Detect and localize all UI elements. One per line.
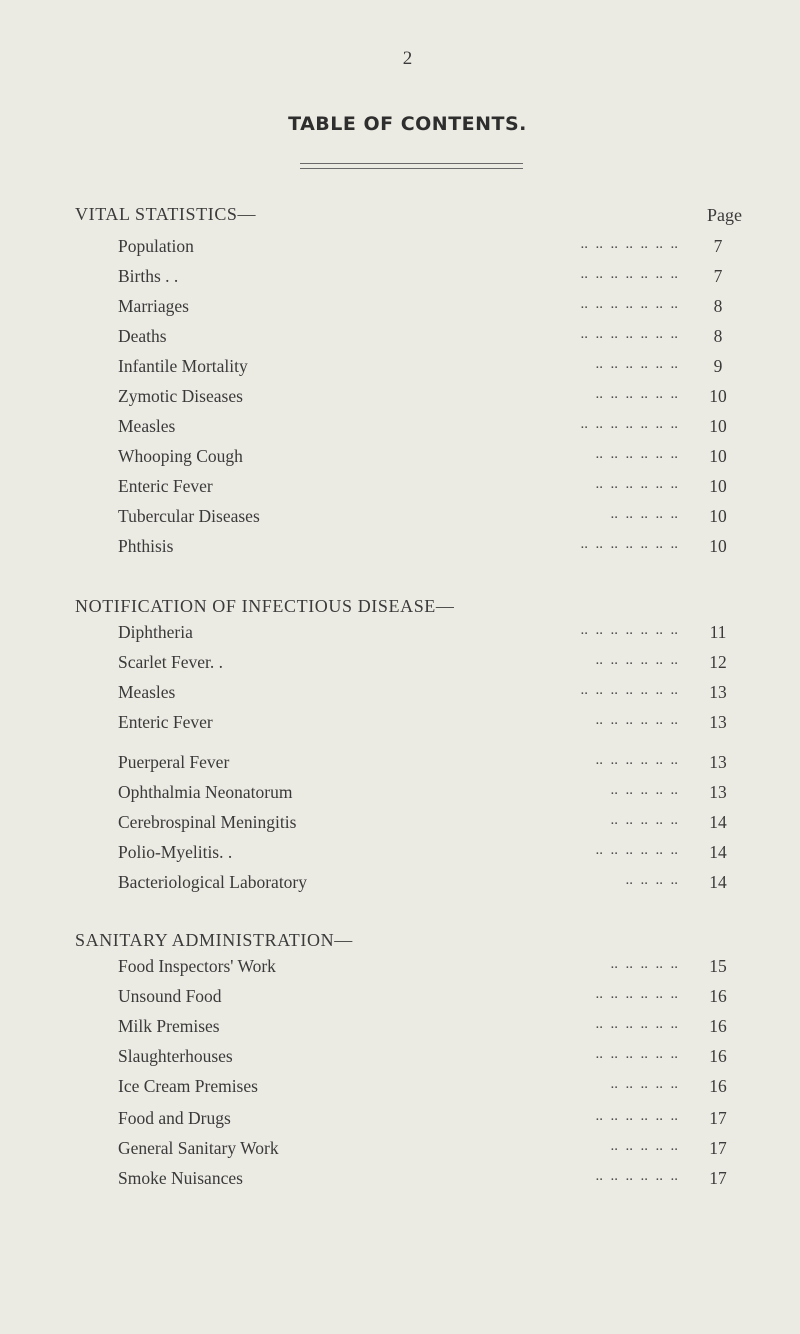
entry-page: 10: [709, 386, 727, 406]
dot-leader: .. .. .. .. .. ..: [595, 1046, 678, 1062]
entry-page: 13: [709, 752, 727, 772]
entry-label: Food Inspectors' Work: [118, 956, 276, 976]
dot-leader: .. .. .. .. .. ..: [595, 476, 678, 492]
dot-leader: .. .. .. .. .. .. ..: [580, 536, 678, 552]
toc-entry[interactable]: [118, 1138, 738, 1162]
toc-entry[interactable]: [118, 622, 738, 646]
toc-entry[interactable]: [118, 1108, 738, 1132]
entry-page: 15: [709, 956, 727, 976]
section-heading-sanitary: SANITARY ADMINISTRATION—: [75, 930, 353, 950]
dot-leader: .. .. .. .. .. ..: [595, 842, 678, 858]
toc-entry[interactable]: [118, 386, 738, 410]
section-heading-notification: NOTIFICATION OF INFECTIOUS DISEASE—: [75, 596, 455, 616]
toc-entry[interactable]: [118, 1076, 738, 1100]
entry-label: Enteric Fever: [118, 476, 213, 496]
entry-label: Phthisis: [118, 536, 174, 556]
entry-page: 16: [709, 986, 727, 1006]
dot-leader: .. .. .. .. .. ..: [595, 1108, 678, 1124]
entry-page: 10: [709, 416, 727, 436]
entry-page: 10: [709, 536, 727, 556]
dot-leader: .. .. .. .. ..: [610, 1076, 678, 1092]
toc-entry[interactable]: [118, 536, 738, 560]
dot-leader: .. .. .. .. ..: [610, 1138, 678, 1154]
entry-label: Cerebrospinal Meningitis: [118, 812, 297, 832]
entry-page: 16: [709, 1076, 727, 1096]
entry-page: 7: [713, 236, 723, 256]
dot-leader: .. .. .. .. .. ..: [595, 1016, 678, 1032]
toc-entry[interactable]: [118, 266, 738, 290]
title-rule-top: [300, 163, 523, 164]
dot-leader: .. .. .. .. .. .. ..: [580, 326, 678, 342]
page-title: TABLE OF CONTENTS.: [288, 113, 527, 135]
entry-label: Unsound Food: [118, 986, 222, 1006]
entry-label: Food and Drugs: [118, 1108, 231, 1128]
section-heading-vital-statistics: VITAL STATISTICS—: [75, 204, 257, 224]
dot-leader: .. .. .. .. ..: [610, 506, 678, 522]
entry-page: 8: [713, 326, 723, 346]
entry-label: General Sanitary Work: [118, 1138, 279, 1158]
dot-leader: .. .. .. .. .. .. ..: [580, 682, 678, 698]
toc-entry[interactable]: [118, 356, 738, 380]
entry-label: Births . .: [118, 266, 179, 286]
toc-entry[interactable]: [118, 842, 738, 866]
toc-entry[interactable]: [118, 652, 738, 676]
toc-entry[interactable]: [118, 1046, 738, 1070]
entry-label: Population: [118, 236, 194, 256]
entry-page: 9: [713, 356, 723, 376]
toc-entry[interactable]: [118, 752, 738, 776]
dot-leader: .. .. .. ..: [625, 872, 678, 888]
entry-page: 13: [709, 782, 727, 802]
toc-entry[interactable]: [118, 872, 738, 896]
dot-leader: .. .. .. .. .. .. ..: [580, 296, 678, 312]
entry-label: Enteric Fever: [118, 712, 213, 732]
entry-page: 10: [709, 476, 727, 496]
entry-label: Bacteriological Laboratory: [118, 872, 308, 892]
toc-entry[interactable]: [118, 812, 738, 836]
entry-label: Measles: [118, 416, 176, 436]
dot-leader: .. .. .. .. .. ..: [595, 386, 678, 402]
entry-label: Marriages: [118, 296, 189, 316]
toc-entry[interactable]: [118, 986, 738, 1010]
entry-page: 14: [709, 812, 727, 832]
entry-page: 14: [709, 872, 727, 892]
entry-label: Diphtheria: [118, 622, 193, 642]
entry-label: Zymotic Diseases: [118, 386, 243, 406]
entry-page: 17: [709, 1168, 727, 1188]
toc-entry[interactable]: [118, 446, 738, 470]
page-column-label: Page: [707, 205, 742, 225]
dot-leader: .. .. .. .. .. .. ..: [580, 266, 678, 282]
toc-entry[interactable]: [118, 506, 738, 530]
dot-leader: .. .. .. .. ..: [610, 782, 678, 798]
entry-page: 12: [709, 652, 727, 672]
entry-label: Smoke Nuisances: [118, 1168, 243, 1188]
entry-page: 14: [709, 842, 727, 862]
toc-entry[interactable]: [118, 296, 738, 320]
entry-page: 17: [709, 1108, 727, 1128]
page-number: 2: [402, 48, 413, 69]
entry-label: Ophthalmia Neonatorum: [118, 782, 293, 802]
dot-leader: .. .. .. .. .. ..: [595, 446, 678, 462]
entry-page: 13: [709, 682, 727, 702]
entry-label: Milk Premises: [118, 1016, 220, 1036]
entry-page: 16: [709, 1046, 727, 1066]
entry-page: 10: [709, 446, 727, 466]
entry-label: Measles: [118, 682, 176, 702]
entry-page: 16: [709, 1016, 727, 1036]
entry-label: Ice Cream Premises: [118, 1076, 258, 1096]
toc-entry[interactable]: [118, 416, 738, 440]
toc-entry[interactable]: [118, 956, 738, 980]
entry-label: Polio-Myelitis. .: [118, 842, 233, 862]
toc-entry[interactable]: [118, 682, 738, 706]
title-rule-bottom: [300, 168, 523, 169]
dot-leader: .. .. .. .. .. ..: [595, 712, 678, 728]
toc-entry[interactable]: [118, 476, 738, 500]
dot-leader: .. .. .. .. .. ..: [595, 356, 678, 372]
entry-page: 10: [709, 506, 727, 526]
entry-label: Whooping Cough: [118, 446, 243, 466]
dot-leader: .. .. .. .. .. .. ..: [580, 622, 678, 638]
entry-label: Slaughterhouses: [118, 1046, 233, 1066]
toc-entry[interactable]: [118, 712, 738, 736]
entry-label: Infantile Mortality: [118, 356, 248, 376]
entry-page: 13: [709, 712, 727, 732]
dot-leader: .. .. .. .. .. ..: [595, 986, 678, 1002]
dot-leader: .. .. .. .. .. ..: [595, 1168, 678, 1184]
entry-page: 7: [713, 266, 723, 286]
dot-leader: .. .. .. .. ..: [610, 812, 678, 828]
dot-leader: .. .. .. .. .. ..: [595, 752, 678, 768]
toc-entry[interactable]: [118, 1016, 738, 1040]
entry-page: 17: [709, 1138, 727, 1158]
entry-label: Puerperal Fever: [118, 752, 230, 772]
dot-leader: .. .. .. .. ..: [610, 956, 678, 972]
dot-leader: .. .. .. .. .. .. ..: [580, 236, 678, 252]
entry-label: Tubercular Diseases: [118, 506, 260, 526]
dot-leader: .. .. .. .. .. .. ..: [580, 416, 678, 432]
toc-entry[interactable]: [118, 236, 738, 260]
entry-page: 8: [713, 296, 723, 316]
entry-page: 11: [709, 622, 727, 642]
entry-label: Deaths: [118, 326, 167, 346]
toc-entry[interactable]: [118, 326, 738, 350]
dot-leader: .. .. .. .. .. ..: [595, 652, 678, 668]
toc-entry[interactable]: [118, 782, 738, 806]
toc-entry[interactable]: [118, 1168, 738, 1192]
entry-label: Scarlet Fever. .: [118, 652, 223, 672]
